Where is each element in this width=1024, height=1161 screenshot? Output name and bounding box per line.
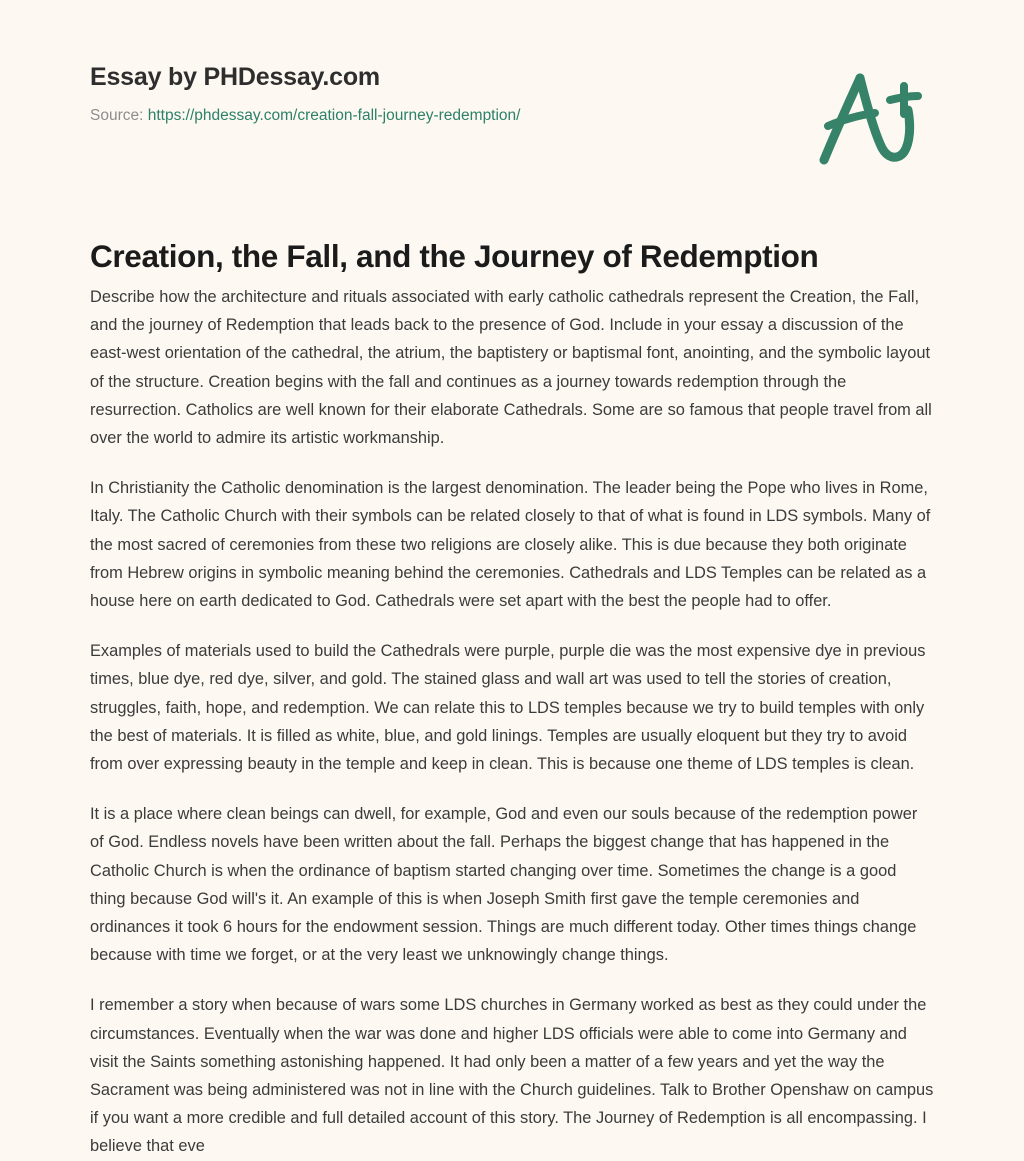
paragraph: I remember a story when because of wars some LDS churches in Germany worked as best as they could under the circumstances. Eventually when the war was done and higher LDS officials were able to come into Germany and visit the Saints something astonishing happened. It had only been a matter of a few years and yet the way the Sacrament was being administered was not in line with the Church guidelines. Talk to Brother Openshaw on campus if you want a more credible and full detailed account of this story. The Journey of Redemption is all encompassing. I believe that eve [90,996,934,1156]
aplus-logo-icon [812,64,924,168]
essay-body [90,283,935,1161]
paragraph: Examples of materials used to build the Cathedrals were purple, purple die was the most expensive dye in previous times, blue dye, red dye, silver, and gold. The stained glass and wall art was used to tell the stories of creation, struggles, faith, hope, and redemption. We can relate this to LDS temples because we try to build temples with only the best of materials. It is filled as white, blue, and gold linings. Temples are usually eloquent but they try to avoid from over expressing beauty in the temple and keep in clean. This is because one theme of LDS temples is clean. [90,642,926,774]
source-label: Source: [90,107,144,124]
page-title: Creation, the Fall, and the Journey of Redemption [90,238,819,275]
paragraph: It is a place where clean beings can dwell, for example, God and even our souls because of the redemption power of God. Endless novels have been written about the fall. Perhaps the biggest change that has happened in the Catholic Church is when the ordinance of baptism started changing over time. Sometimes the change is a good thing because God will's it. An example of this is when Joseph Smith first gave the temple ceremonies and ordinances it took 6 hours for the endowment session. Things are much different today. Other times things change because with time we forget, or at the very least we unknowingly change things. [90,805,918,965]
brand-title: Essay by PHDessay.com [90,63,380,91]
paragraph: In Christianity the Catholic denomination is the largest denomination. The leader being the Pope who lives in Rome, Italy. The Catholic Church with their symbols can be related closely to that of what is found in LDS symbols. Many of the most sacred of ceremonies from these two religions are closely alike. This is due because they both originate from Hebrew origins in symbolic meaning behind the ceremonies. Cathedrals and LDS Temples can be related as a house here on earth dedicated to God. Cathedrals were set apart with the best the people had to offer. [90,479,931,611]
paragraph: Describe how the architecture and rituals associated with early catholic cathedrals represent the Creation, the Fall, and the journey of Redemption that leads back to the presence of God. Include in your essay a discussion of the east-west orientation of the cathedral, the atrium, the baptistery or baptismal font, anointing, and the symbolic layout of the structure. Creation begins with the fall and continues as a journey towards redemption through the resurrection. Catholics are well known for their elaborate Cathedrals. Some are so famous that people travel from all over the world to admire its artistic workmanship. [90,288,932,448]
source-url-link[interactable]: https://phdessay.com/creation-fall-journey-redemption/ [147,107,521,124]
